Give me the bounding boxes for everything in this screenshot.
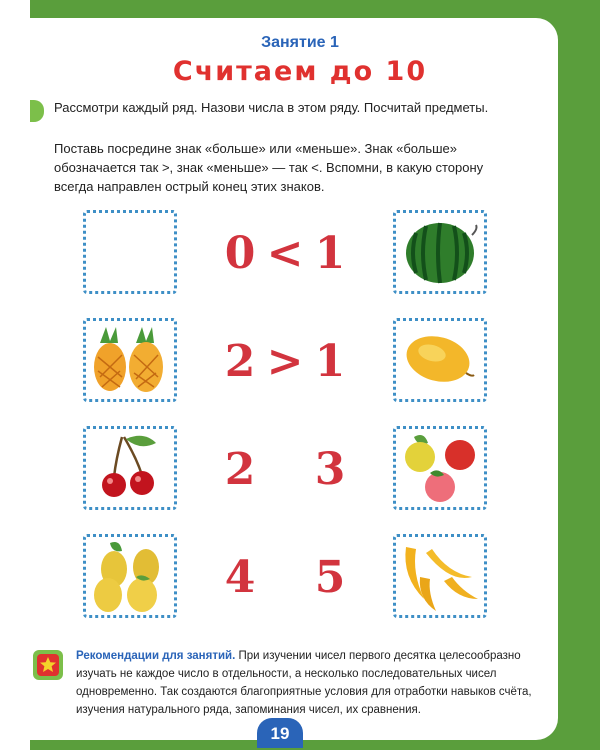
recommendation-body: При изучении чисел первого десятка целесообразно изучать не каждое число в отдельности, а несколько последовательных чисел одновременно. Так создаются благоприятные условия для отработки навыков счёта, изучения натурального ряда, запоминания чисел, их сравнения. — [76, 650, 532, 716]
row-3-left-number: 2 — [224, 444, 256, 495]
banana-box — [393, 534, 487, 618]
row-2-sign: > — [266, 336, 304, 387]
comparison-row-1 — [205, 228, 365, 279]
melon-box — [393, 318, 487, 402]
recommendation-title: Рекомендации для занятий. — [76, 650, 236, 662]
watermelon-icon — [396, 213, 484, 291]
comparison-row-3 — [205, 444, 365, 495]
row-4-left-number: 4 — [224, 552, 256, 603]
apple-box — [393, 426, 487, 510]
row-1-right-number: 1 — [314, 228, 346, 279]
watermelon-box — [393, 210, 487, 294]
row-3-right-number: 3 — [314, 444, 346, 495]
pineapple-icon — [86, 321, 174, 399]
star-icon — [37, 654, 59, 676]
lesson-title: Считаем до 10 — [172, 56, 428, 87]
row-2-left-number: 2 — [224, 336, 256, 387]
pear-box — [83, 534, 177, 618]
instruction-paragraph-1: Рассмотри каждый ряд. Назови числа в этом ряду. Посчитай предметы. — [54, 100, 489, 115]
melon-icon — [396, 321, 484, 399]
lesson-number: Занятие 1 — [261, 34, 339, 51]
empty-picture-box — [83, 210, 177, 294]
cherry-icon — [86, 429, 174, 507]
instruction-paragraph-2: Поставь посредине знак «больше» или «меньше». Знак «больше» обозначается так >, знак «меньше» — так <. Вспомни, в какую сторону всегда направлен острый конец этих знаков. — [54, 141, 484, 194]
apple-icon — [396, 429, 484, 507]
row-1-sign: < — [266, 228, 304, 279]
banana-icon — [396, 537, 484, 615]
row-4-right-number: 5 — [314, 552, 346, 603]
pear-icon — [86, 537, 174, 615]
recommendation-text — [76, 647, 536, 719]
row-2-right-number: 1 — [314, 336, 346, 387]
cherry-box — [83, 426, 177, 510]
comparison-row-2 — [205, 336, 365, 387]
pineapple-box — [83, 318, 177, 402]
page-number: 19 — [257, 718, 303, 748]
comparison-row-4 — [205, 552, 365, 603]
recommendation-icon — [33, 650, 63, 680]
row-1-left-number: 0 — [224, 228, 256, 279]
